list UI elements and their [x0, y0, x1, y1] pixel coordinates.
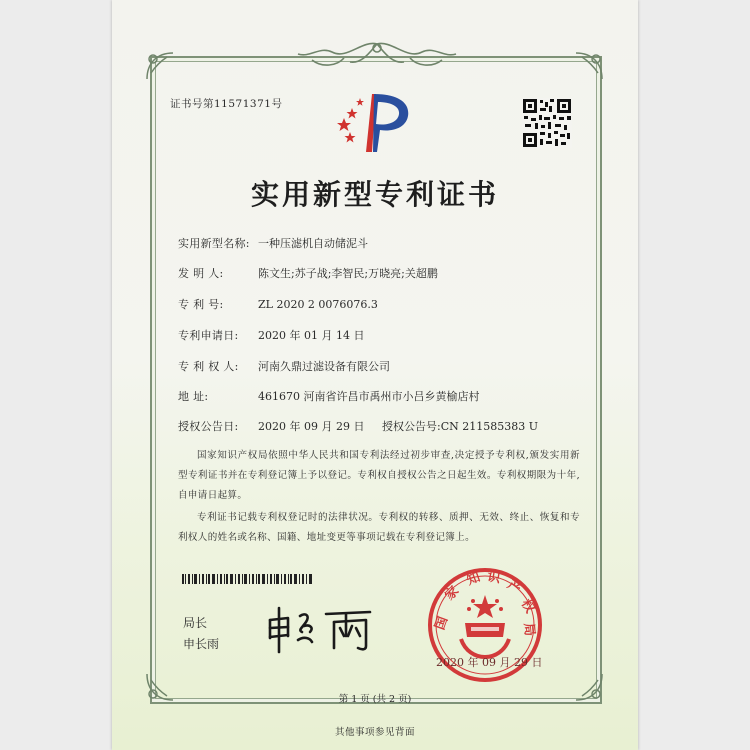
signatory-title: 局长 [183, 616, 208, 630]
field-value: 陈文生;苏子战;李智民;万晓亮;关超鹏 [258, 267, 438, 280]
body-paragraph-2: 专利证书记载专利权登记时的法律状况。专利权的转移、质押、无效、终止、恢复和专利权人的姓名或名称、国籍、地址变更等事项记载在专利登记簿上。 [178, 512, 580, 543]
field-label: 授权公告号: [382, 420, 441, 433]
body-paragraph-1: 国家知识产权局依照中华人民共和国专利法经过初步审查,决定授予专利权,颁发实用新型专利证书并在专利登记簿上予以登记。专利权自授权公告之日起生效。专利权期限为十年,自申请日起算。 [178, 450, 580, 501]
certificate-number: 证书号第11571371号 [170, 98, 283, 110]
field-value: 一种压滤机自动储泥斗 [258, 237, 368, 250]
field-label: 地 址: [178, 390, 209, 403]
svg-text:权: 权 [517, 597, 538, 616]
field-value: ZL 2020 2 0076076.3 [258, 298, 378, 311]
field-label: 专 利 权 人: [178, 360, 239, 373]
field-value: 461670 河南省许昌市禹州市小吕乡黄榆店村 [258, 390, 480, 403]
corner-ornament-icon [572, 49, 606, 83]
svg-text:家: 家 [442, 583, 463, 604]
signatory-name: 申长雨 [183, 637, 220, 651]
field-value: 2020 年 09 月 29 日 [258, 420, 365, 433]
svg-text:知: 知 [464, 570, 483, 589]
certificate-title: 实用新型专利证书 [250, 178, 499, 211]
top-ornament-icon [292, 38, 462, 72]
cnipa-logo-icon [330, 90, 416, 156]
svg-text:国: 国 [432, 614, 452, 633]
field-value: 2020 年 01 月 14 日 [258, 329, 365, 342]
svg-text:产: 产 [504, 577, 524, 598]
svg-text:局: 局 [520, 622, 537, 637]
field-inventors [178, 265, 438, 281]
field-application-date [178, 327, 364, 343]
field-value: CN 211585383 U [440, 420, 539, 433]
handwritten-signature-icon [262, 602, 382, 654]
footer-note: 其他事项参见背面 [334, 727, 415, 738]
barcode-icon [182, 574, 312, 584]
field-patentee [178, 358, 390, 374]
svg-text:识: 识 [486, 569, 502, 587]
field-label: 授权公告日: [178, 420, 239, 433]
corner-ornament-icon [143, 49, 177, 83]
field-label: 发 明 人: [178, 267, 224, 280]
field-patent-number [178, 296, 378, 312]
field-value: 河南久鼎过滤设备有限公司 [258, 360, 390, 373]
field-label: 实用新型名称: [178, 237, 250, 250]
field-address [178, 388, 480, 404]
field-utility-model-name [178, 235, 368, 251]
seal-date: 2020 年 09 月 29 日 [436, 656, 543, 669]
field-grant-number [382, 418, 538, 434]
field-label: 专利申请日: [178, 329, 239, 342]
page-number: 第 1 页 (共 2 页) [338, 694, 412, 705]
qr-code-icon [522, 98, 572, 148]
field-label: 专 利 号: [178, 298, 224, 311]
field-grant-date [178, 418, 364, 434]
